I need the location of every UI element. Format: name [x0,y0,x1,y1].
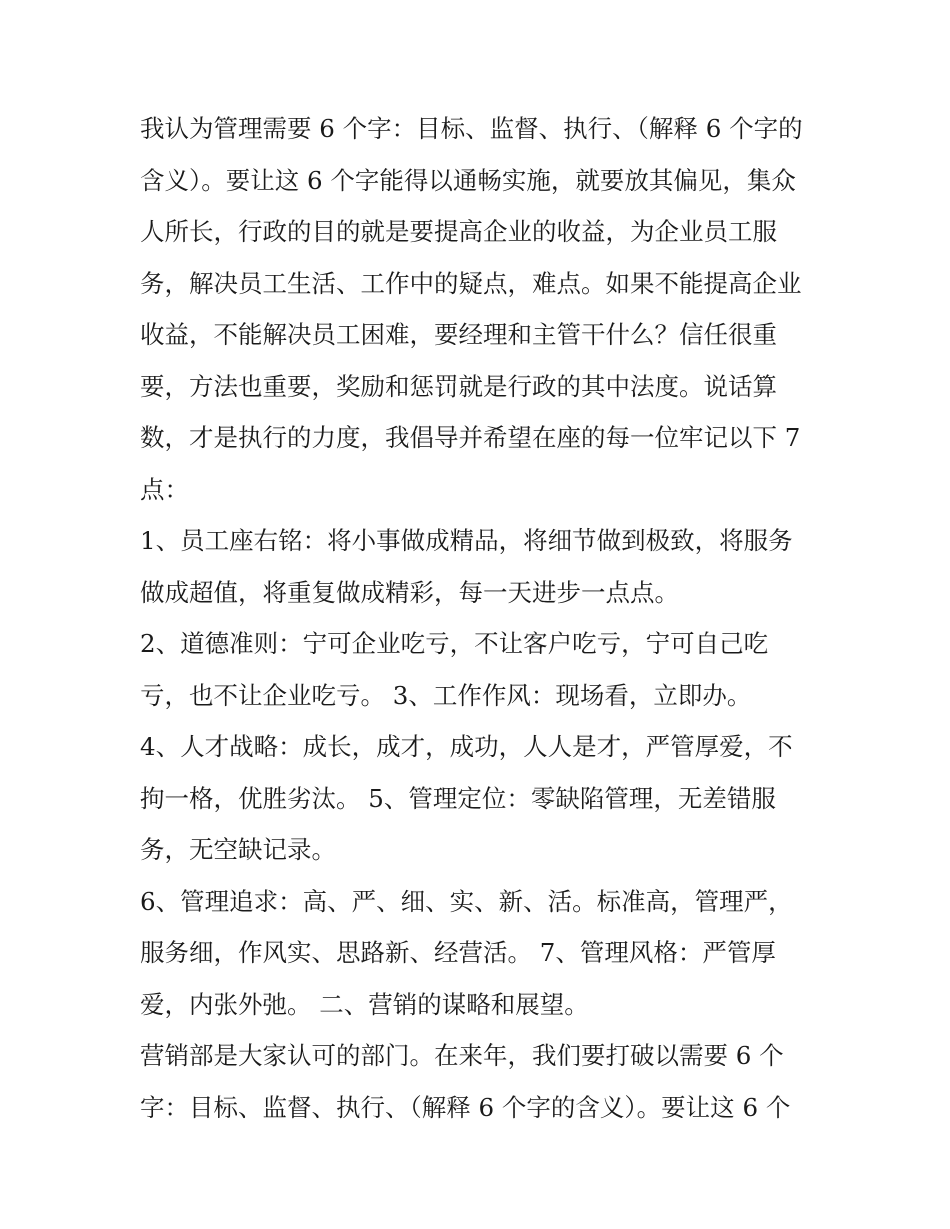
text-line: 亏，也不让企业吃亏。 3、工作作风：现场看，立即办。 [140,680,752,710]
text-line: 字：目标、监督、执行、（解释 6 个字的含义）。要让这 6 个 [140,1092,791,1122]
text-line: 服务细，作风实、思路新、经营活。 7、管理风格：严管厚 [140,938,776,967]
text-line: 人所长，行政的目的就是要提高企业的收益，为企业员工服 [140,217,777,246]
text-line: 要，方法也重要，奖励和惩罚就是行政的其中法度。说话算 [140,371,777,401]
text-line: 6、管理追求：高、严、细、实、新、活。标准高，管理严， [140,886,793,916]
text-line: 我认为管理需要 6 个字：目标、监督、执行、（解释 6 个字的 [140,114,803,143]
text-line: 营销部是大家认可的部门。在来年，我们要打破以需要 6 个 [140,1041,784,1070]
text-line: 做成超值，将重复做成精彩，每一天进步一点点。 [140,577,679,607]
text-line: 4、人才战略：成长，成才，成功，人人是才，严管厚爱，不 [140,732,793,761]
text-line: 1、员工座右铭：将小事做成精品，将细节做到极致，将服务 [140,526,793,555]
text-line: 拘一格，优胜劣汰。 5、管理定位：零缺陷管理，无差错服 [140,783,776,813]
text-line: 收益，不能解决员工困难，要经理和主管干什么？信任很重 [140,320,777,349]
text-line: 爱，内张外弛。 二、营销的谋略和展望。 [140,989,589,1019]
text-line: 务，解决员工生活、工作中的疑点，难点。如果不能提高企业 [140,268,802,298]
text-line: 务，无空缺记录。 [140,835,336,864]
text-line: 2、道德准则：宁可企业吃亏，不让客户吃亏，宁可自己吃 [140,629,769,658]
body-text [140,103,820,1133]
text-line: 含义）。要让这 6 个字能得以通畅实施，就要放其偏见，集众 [140,165,796,195]
text-line: 数，才是执行的力度，我倡导并希望在座的每一位牢记以下 7 [140,423,801,452]
text-line: 点： [140,474,189,504]
